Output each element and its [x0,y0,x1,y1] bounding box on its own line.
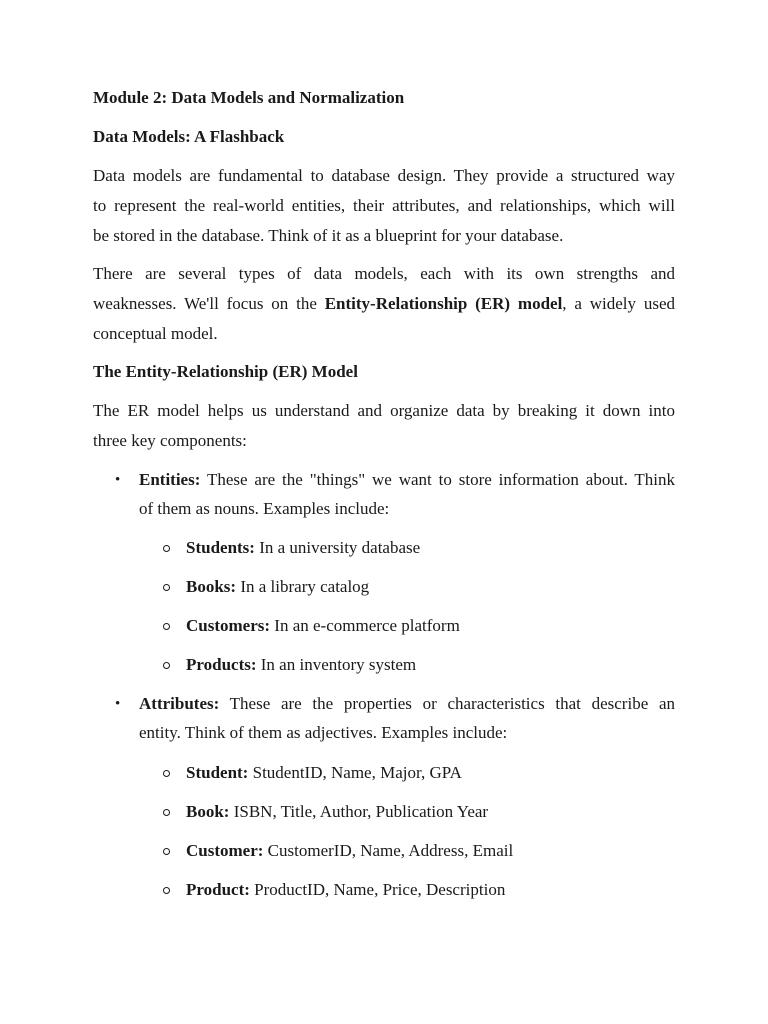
paragraph-line: to represent the real-world entities, their attributes, and relationships, which will [93,196,675,215]
paragraph-line: conceptual model. [93,324,218,343]
circle-bullet-icon [163,848,170,855]
list-item-label: Attributes: [139,694,220,713]
sub-item-text: CustomerID, Name, Address, Email [263,841,514,860]
sub-item-text: ProductID, Name, Price, Description [249,880,506,899]
circle-bullet-icon [163,584,170,591]
list-item-text: These are the "things" we want to store information about. Think [200,470,675,489]
sub-item-text: StudentID, Name, Major, GPA [248,763,462,782]
sub-item-label: Customers: [186,616,271,635]
sub-list-item [186,576,369,598]
sub-list-item [186,537,420,559]
sub-item-text: In an e-commerce platform [270,616,460,635]
sub-item-label: Student: [186,763,249,782]
circle-bullet-icon [163,662,170,669]
sub-item-label: Products: [186,655,257,674]
list-item-entities [139,469,675,491]
sub-item-label: Book: [186,802,230,821]
list-item-text: These are the properties or characteristics that describe an [219,694,675,713]
circle-bullet-icon [163,545,170,552]
bullet-icon: • [115,696,121,712]
sub-item-label: Books: [186,577,237,596]
paragraph-line: Data models are fundamental to database design. They provide a structured way [93,166,675,185]
circle-bullet-icon [163,887,170,894]
section-heading-er-model: The Entity-Relationship (ER) Model [93,362,358,381]
sub-list-item [186,840,513,862]
paragraph-text: , a widely used [562,294,675,313]
sub-list-item [186,801,488,823]
paragraph-line [93,293,675,315]
bullet-icon: • [115,472,121,488]
circle-bullet-icon [163,809,170,816]
sub-list-item [186,654,416,676]
sub-list-item [186,879,505,901]
paragraph-text: weaknesses. We'll focus on the [93,294,325,313]
sub-list-item [186,615,460,637]
circle-bullet-icon [163,623,170,630]
paragraph-line: The ER model helps us understand and organize data by breaking it down into [93,401,675,420]
list-item-attributes [139,693,675,715]
paragraph-line: There are several types of data models, each with its own strengths and [93,264,675,283]
sub-item-label: Customer: [186,841,264,860]
sub-item-label: Students: [186,538,255,557]
section-heading-data-models: Data Models: A Flashback [93,127,285,146]
sub-item-text: In an inventory system [256,655,417,674]
paragraph-line: be stored in the database. Think of it as a blueprint for your database. [93,226,564,245]
circle-bullet-icon [163,770,170,777]
er-model-emphasis: Entity-Relationship (ER) model [324,294,563,313]
sub-item-text: In a library catalog [236,577,370,596]
list-item-continuation: entity. Think of them as adjectives. Examples include: [139,723,508,742]
list-item-continuation: of them as nouns. Examples include: [139,499,390,518]
sub-item-label: Product: [186,880,250,899]
paragraph-line: three key components: [93,431,247,450]
module-title: Module 2: Data Models and Normalization [93,88,405,107]
sub-item-text: ISBN, Title, Author, Publication Year [229,802,489,821]
sub-list-item [186,762,462,784]
sub-item-text: In a university database [254,538,421,557]
list-item-label: Entities: [139,470,201,489]
